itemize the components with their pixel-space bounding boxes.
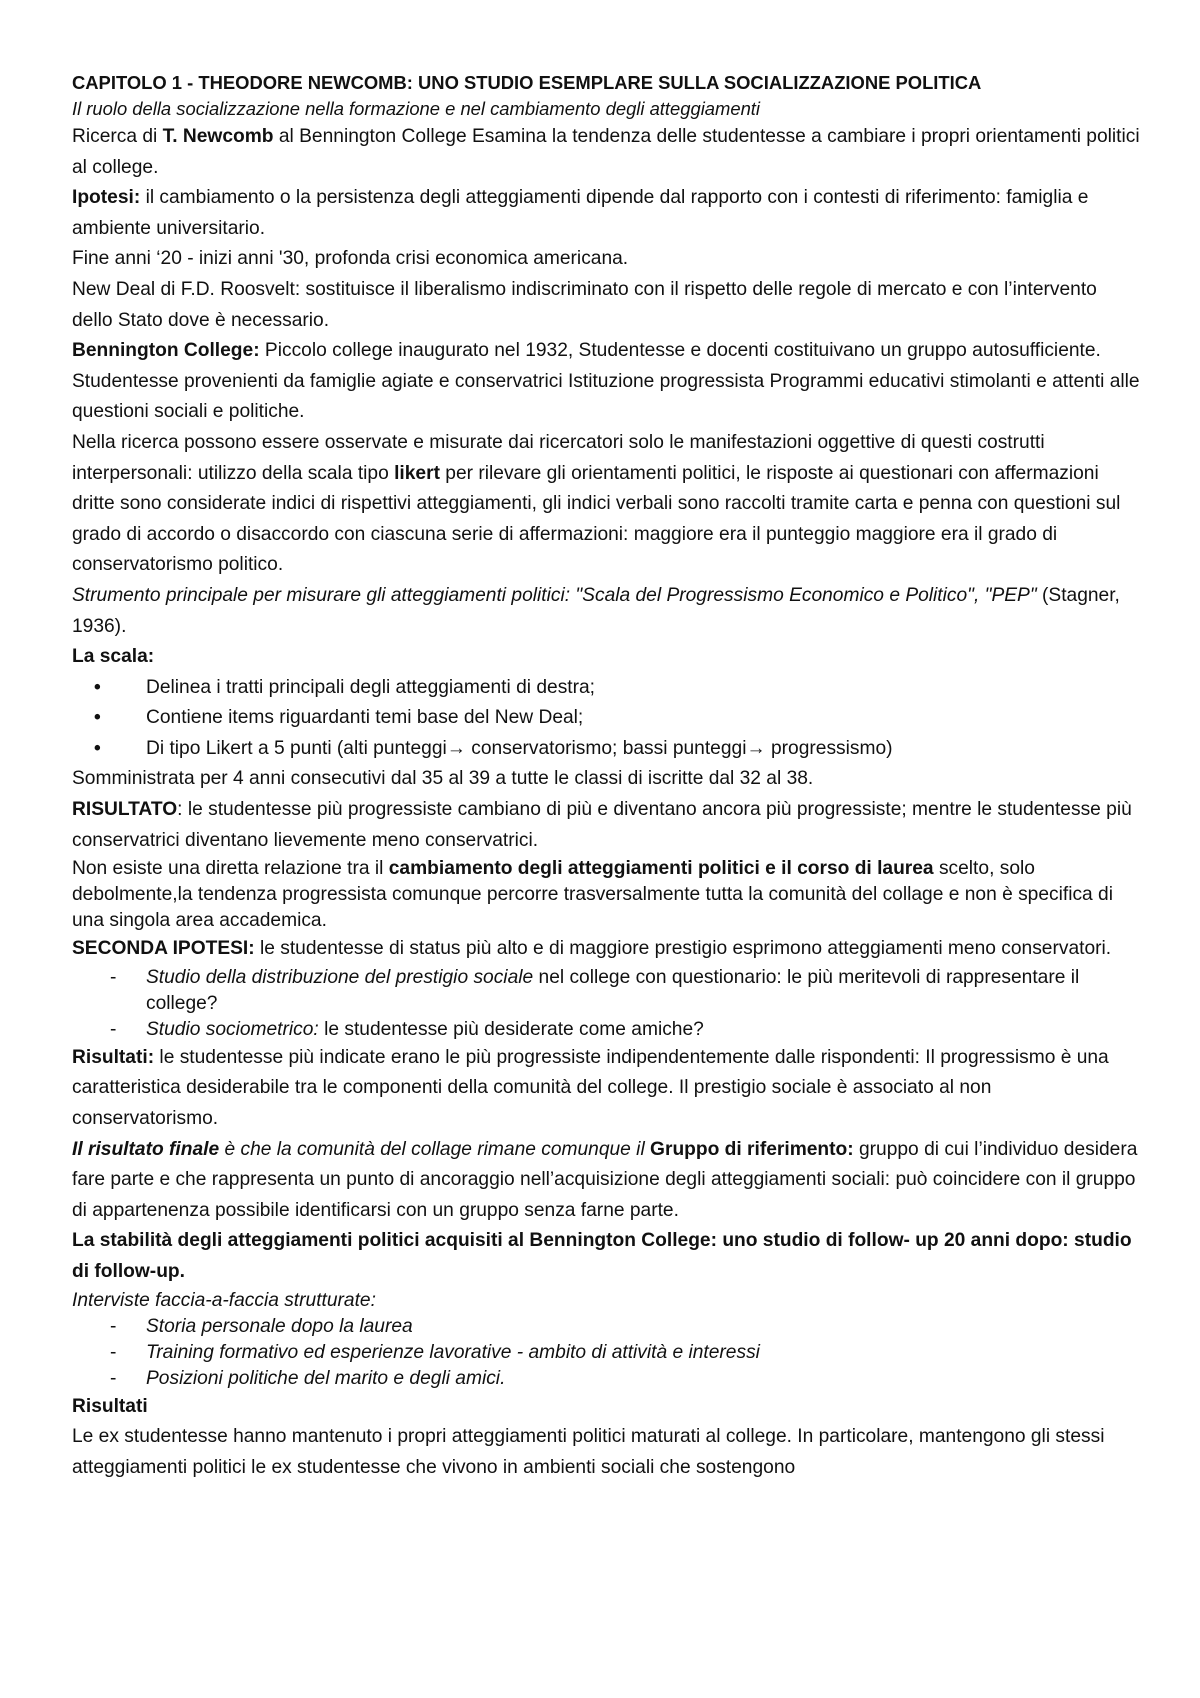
bullet-icon: • xyxy=(94,707,101,729)
list-item: • Contiene items riguardanti temi base del New Deal; xyxy=(72,703,1142,734)
document-page xyxy=(72,70,1142,1483)
paragraph-crisis: Fine anni ‘20 - inizi anni '30, profonda crisi economica americana. xyxy=(72,248,629,270)
paragraph-instrument: Strumento principale per misurare gli atteggiamenti politici: "Scala del Progressismo Economico e Politico", "PEP" (Stagner, 1936). xyxy=(72,584,1120,637)
chapter-title: CAPITOLO 1 - THEODORE NEWCOMB: UNO STUDIO ESEMPLARE SULLA SOCIALIZZAZIONE POLITICA xyxy=(72,72,982,93)
dash-icon: - xyxy=(110,1315,117,1337)
chapter-subtitle: Il ruolo della socializzazione nella formazione e nel cambiamento degli atteggiamenti xyxy=(72,98,760,119)
list-item: - Studio della distribuzione del prestigio sociale nel college con questionario: le più meritevoli di rappresentare il college? xyxy=(110,966,1080,1014)
list-item: - Storia personale dopo la laurea xyxy=(72,1314,1142,1340)
followup-heading: La stabilità degli atteggiamenti politici acquisiti al Bennington College: uno studio di follow- up 20 anni dopo: studio di follow-up. xyxy=(72,1230,1132,1282)
paragraph-new-deal: New Deal di F.D. Roosvelt: sostituisce il liberalismo indiscriminato con il rispetto delle regole di mercato e con l’intervento dello Stato dove è necessario. xyxy=(72,278,1097,331)
dash-icon: - xyxy=(110,1341,117,1363)
paragraph-research: Ricerca di T. Newcomb al Bennington College Esamina la tendenza delle studentesse a cambiare i propri orientamenti politici al college. xyxy=(72,126,1140,178)
paragraph-result: RISULTATO: le studentesse più progressiste cambiano di più e diventano ancora più progressiste; mentre le studentesse più conservatrici diventano lievemente meno conservatrici. xyxy=(72,799,1132,851)
scale-heading: La scala: xyxy=(72,646,155,668)
results-heading: Risultati xyxy=(72,1395,148,1417)
list-item: - Studio sociometrico: le studentesse più desiderate come amiche? xyxy=(72,1017,1142,1043)
list-item: - Training formativo ed esperienze lavorative - ambito di attività e interessi xyxy=(72,1340,1142,1366)
dash-icon: - xyxy=(110,966,117,988)
hypothesis-list xyxy=(72,965,1142,1043)
paragraph-hypothesis: Ipotesi: il cambiamento o la persistenza degli atteggiamenti dipende dal rapporto con i contesti di riferimento: famiglia e ambiente universitario. xyxy=(72,187,1089,239)
bullet-icon: • xyxy=(94,676,101,698)
paragraph-results: Risultati: le studentesse più indicate erano le più progressiste indipendentemente dalle rispondenti: Il progressismo è una caratteristica desiderabile tra le componenti della comunità del college. Il prestigio sociale è associato al non conservatorismo. xyxy=(72,1046,1109,1130)
paragraph-conclusion: Le ex studentesse hanno mantenuto i propri atteggiamenti politici maturati al college. In particolare, mantengono gli stessi atteggiamenti politici le ex studentesse che vivono in ambienti sociali che sostengono xyxy=(72,1426,1105,1478)
bullet-icon: • xyxy=(94,737,101,759)
paragraph-relation: Non esiste una diretta relazione tra il cambiamento degli atteggiamenti politici e il corso di laurea scelto, solo debolmente,la tendenza progressista comunque percorre trasversalmente tutta la comunità del collage e non è specifica di una singola area accademica. xyxy=(72,858,1113,932)
dash-icon: - xyxy=(110,1018,117,1040)
interview-list xyxy=(72,1314,1142,1392)
paragraph-second-hypothesis: SECONDA IPOTESI: le studentesse di status più alto e di maggiore prestigio esprimono atteggiamenti meno conservatori. xyxy=(72,938,1112,960)
scale-list xyxy=(72,673,1142,765)
list-item: - Posizioni politiche del marito e degli amici. xyxy=(72,1366,1142,1392)
list-item: • Di tipo Likert a 5 punti (alti punteggi→ conservatorismo; bassi punteggi→ progressismo) xyxy=(72,734,1142,765)
interviews-heading: Interviste faccia-a-faccia strutturate: xyxy=(72,1289,376,1311)
paragraph-final-result: Il risultato finale è che la comunità del collage rimane comunque il Gruppo di riferimento: gruppo di cui l’individuo desidera fare parte e che rappresenta un punto di ancoraggio nell’acquisizione degli atteggiamenti sociali: può coincidere con il gruppo di appartenenza possibile identificarsi con un gruppo senza farne parte. xyxy=(72,1138,1138,1221)
dash-icon: - xyxy=(110,1367,117,1389)
paragraph-administration: Somministrata per 4 anni consecutivi dal 35 al 39 a tutte le classi di iscritte dal 32 al 38. xyxy=(72,768,814,790)
list-item: • Delinea i tratti principali degli atteggiamenti di destra; xyxy=(72,673,1142,704)
paragraph-bennington: Bennington College: Piccolo college inaugurato nel 1932, Studentesse e docenti costituivano un gruppo autosufficiente. Studentesse provenienti da famiglie agiate e conservatrici Istituzione progressista Programmi educativi stimolanti e attenti alle questioni sociali e politiche. xyxy=(72,340,1140,423)
paragraph-method: Nella ricerca possono essere osservate e misurate dai ricercatori solo le manifestazioni oggettive di questi costrutti interpersonali: utilizzo della scala tipo likert per rilevare gli orientamenti politici, le risposte ai questionari con affermazioni dritte sono considerate indici di rispettivi atteggiamenti, gli indici verbali sono raccolti tramite carta e penna con questioni sul grado di accordo o disaccordo con ciascuna serie di affermazioni: maggiore era il punteggio maggiore era il grado di conservatorismo politico. xyxy=(72,431,1121,576)
